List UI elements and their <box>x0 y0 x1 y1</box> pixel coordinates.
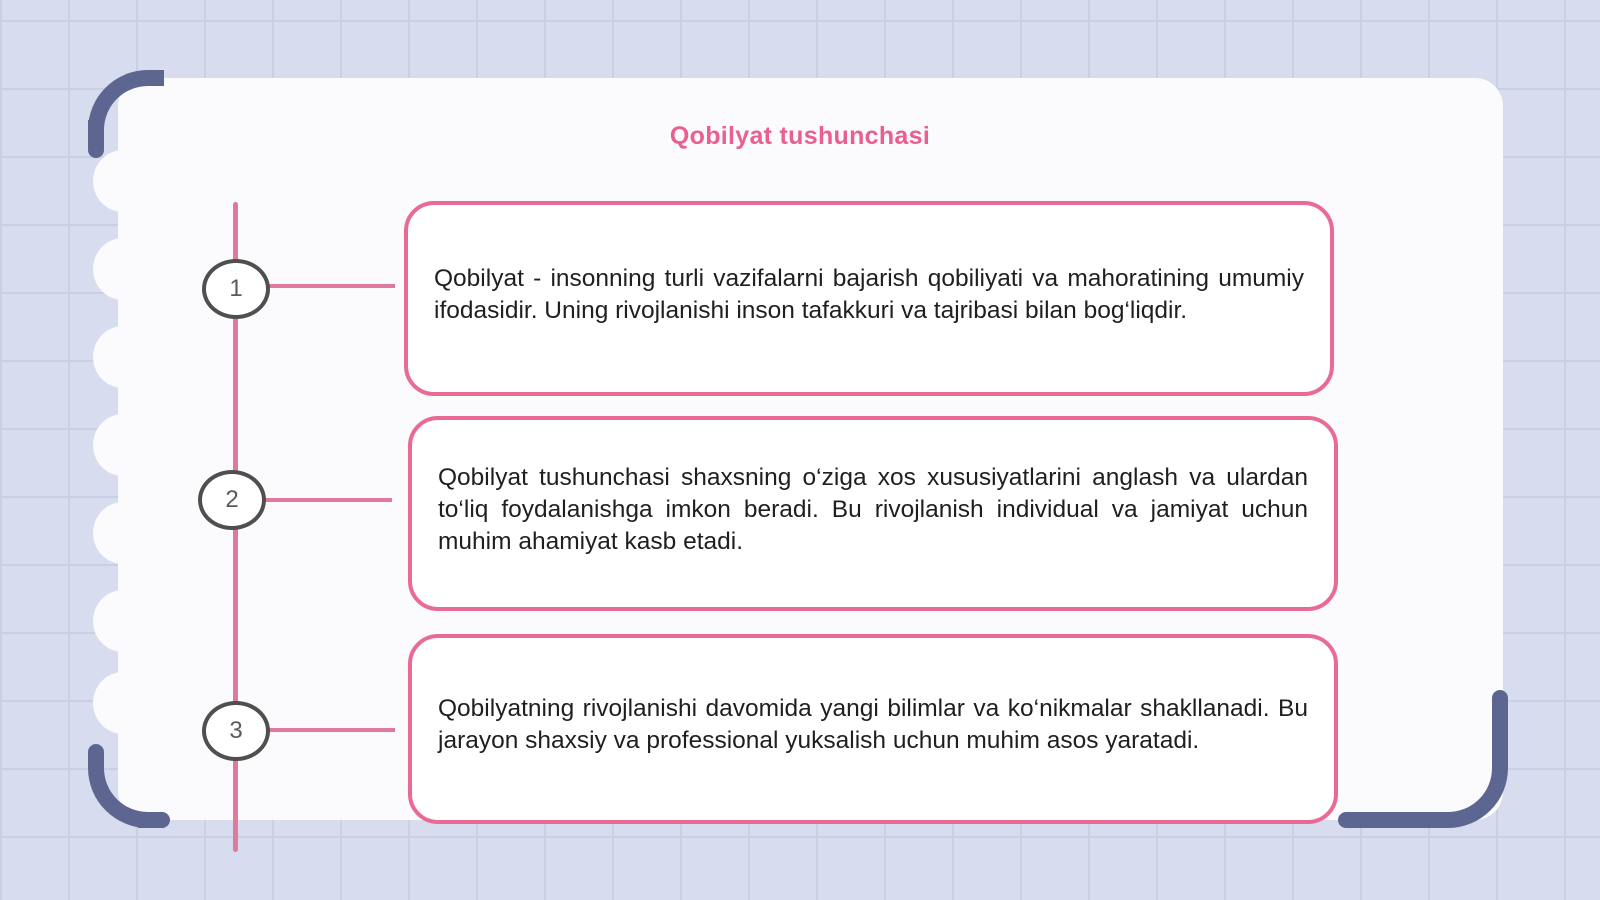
frame-corner-bottom-left <box>88 744 104 764</box>
content-text: Qobilyat tushunchasi shaxsning o‘ziga xos xususiyatlarini anglash va ulardan to‘liq foydalanishga imkon beradi. Bu rivojlanish individual va jamiyat uchun muhim ahamiyat kasb etadi. <box>438 463 1308 555</box>
timeline-connector <box>265 728 395 732</box>
scallop-edge <box>93 590 153 652</box>
step-number-circle: 2 <box>198 470 266 530</box>
content-box <box>404 201 1334 396</box>
step-number-circle: 3 <box>202 701 270 761</box>
scallop-edge <box>93 326 153 388</box>
scallop-edge <box>93 502 153 564</box>
slide-title: Qobilyat tushunchasi <box>669 122 931 150</box>
frame-corner-bottom-right <box>1338 812 1450 828</box>
content-text: Qobilyat - insonning turli vazifalarni bajarish qobiliyati va mahoratining umumiy ifodasidir. Uning rivojlanishi inson tafakkuri va tajribasi bilan bog‘liqdir. <box>434 264 1304 324</box>
content-box <box>408 416 1338 611</box>
scallop-edge <box>93 238 153 300</box>
timeline-connector <box>265 284 395 288</box>
scallop-edge <box>93 150 153 212</box>
frame-corner-bottom-left <box>138 812 170 828</box>
step-number-circle: 1 <box>202 259 270 319</box>
scallop-edge <box>93 414 153 476</box>
content-text: Qobilyatning rivojlanishi davomida yangi bilimlar va ko‘nikmalar shakllanadi. Bu jarayon shaxsiy va professional yuksalish uchun muhim asos yaratadi. <box>438 695 1308 754</box>
timeline-connector <box>262 498 392 502</box>
frame-corner-bottom-right <box>1492 690 1508 762</box>
frame-corner-bottom-right <box>1440 752 1508 828</box>
scallop-edge <box>93 672 153 734</box>
content-box <box>408 634 1338 824</box>
